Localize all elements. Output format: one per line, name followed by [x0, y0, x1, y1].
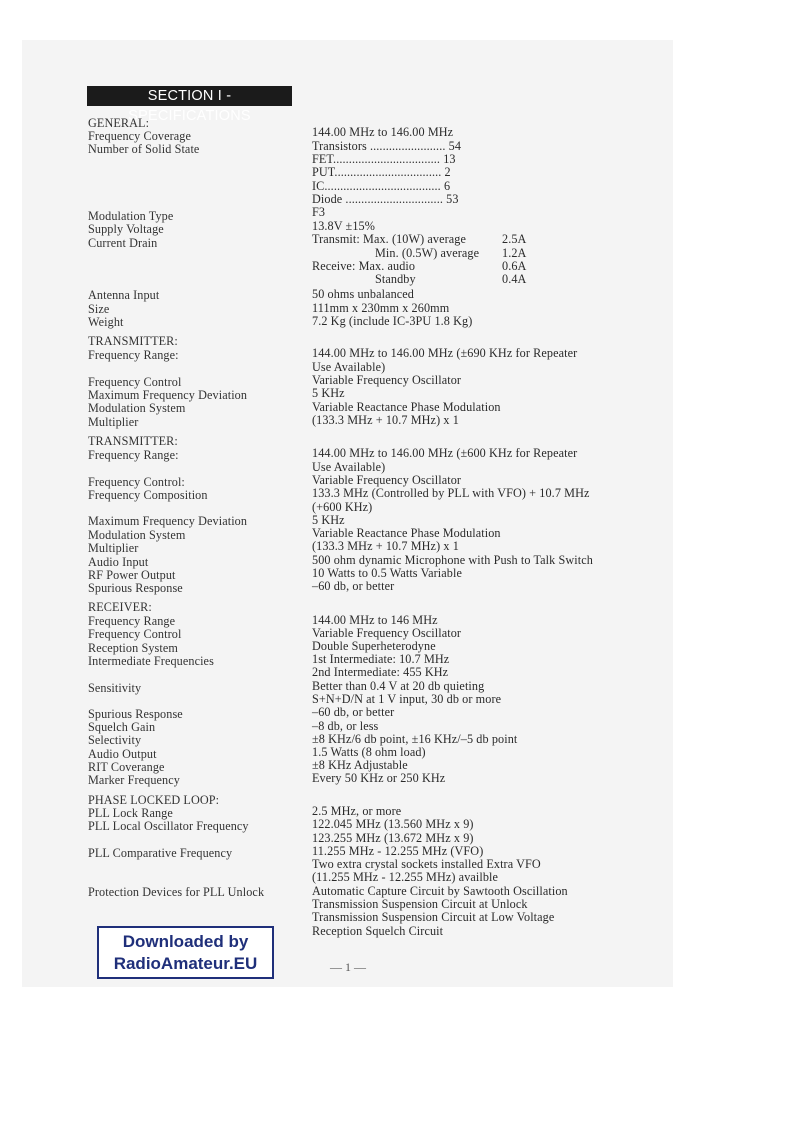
- spec-label: PLL Comparative Frequency: [88, 846, 233, 860]
- spec-label: Frequency Control: [88, 375, 182, 389]
- spec-label: TRANSMITTER:: [88, 334, 178, 348]
- spec-value: 1st Intermediate: 10.7 MHz: [312, 652, 450, 666]
- spec-label: GENERAL:: [88, 116, 150, 130]
- spec-label: Frequency Coverage: [88, 129, 191, 143]
- spec-value: F3: [312, 205, 326, 219]
- spec-value: 5 KHz: [312, 386, 345, 400]
- current-value: 2.5A: [502, 232, 527, 246]
- spec-label: Modulation System: [88, 528, 186, 542]
- spec-value: 50 ohms unbalanced: [312, 287, 414, 301]
- spec-label: Spurious Response: [88, 581, 183, 595]
- spec-label: Frequency Range:: [88, 348, 179, 362]
- spec-label: Frequency Control: [88, 627, 182, 641]
- spec-value: 144.00 MHz to 146.00 MHz (±690 KHz for Repeater: [312, 346, 578, 360]
- spec-label: Frequency Control:: [88, 475, 185, 489]
- spec-label: Modulation System: [88, 401, 186, 415]
- spec-value: Variable Frequency Oscillator: [312, 473, 462, 487]
- spec-value: Transmission Suspension Circuit at Low Voltage: [312, 910, 555, 924]
- current-value: 1.2A: [502, 246, 527, 260]
- spec-label: Maximum Frequency Deviation: [88, 514, 248, 528]
- spec-value: Variable Frequency Oscillator: [312, 626, 462, 640]
- current-value: 0.6A: [502, 259, 527, 273]
- spec-value: 500 ohm dynamic Microphone with Push to Talk Switch: [312, 553, 593, 567]
- spec-value: 133.3 MHz (Controlled by PLL with VFO) + 10.7 MHz: [312, 486, 590, 500]
- spec-value: 2nd Intermediate: 455 KHz: [312, 665, 449, 679]
- spec-value: 11.255 MHz - 12.255 MHz (VFO): [312, 844, 484, 858]
- spec-value: 7.2 Kg (include IC-3PU 1.8 Kg): [312, 314, 473, 328]
- watermark-line-2: RadioAmateur.EU: [113, 954, 258, 973]
- spec-value: –60 db, or better: [312, 579, 395, 593]
- spec-value: Double Superheterodyne: [312, 639, 436, 653]
- spec-value: (+600 KHz): [312, 500, 373, 514]
- spec-value: Variable Reactance Phase Modulation: [312, 400, 501, 414]
- watermark-line-1: Downloaded by: [122, 932, 249, 951]
- spec-label: Current Drain: [88, 236, 158, 250]
- current-value: 0.4A: [502, 272, 527, 286]
- spec-value: 144.00 MHz to 146 MHz: [312, 613, 438, 627]
- spec-value: Reception Squelch Circuit: [312, 924, 444, 938]
- spec-value: 5 KHz: [312, 513, 345, 527]
- spec-label: Protection Devices for PLL Unlock: [88, 885, 265, 899]
- spec-label: Multiplier: [88, 541, 139, 555]
- spec-label: Weight: [88, 315, 124, 329]
- spec-value: 13.8V ±15%: [312, 219, 375, 233]
- spec-value: Receive: Max. audio: [312, 259, 416, 273]
- spec-label: Supply Voltage: [88, 222, 164, 236]
- spec-label: RECEIVER:: [88, 600, 152, 614]
- spec-value: –60 db, or better: [312, 705, 395, 719]
- spec-value: 122.045 MHz (13.560 MHz x 9): [312, 817, 474, 831]
- spec-label: Audio Output: [88, 747, 157, 761]
- spec-value: 2.5 MHz, or more: [312, 804, 402, 818]
- spec-label: Antenna Input: [88, 288, 160, 302]
- spec-label: PLL Lock Range: [88, 806, 173, 820]
- spec-value: Automatic Capture Circuit by Sawtooth Oscillation: [312, 884, 568, 898]
- page-number: — 1 —: [330, 960, 366, 974]
- download-watermark: [97, 926, 274, 979]
- section-header: SECTION I - SPECIFICATIONS: [87, 86, 292, 106]
- spec-value: S+N+D/N at 1 V input, 30 db or more: [312, 692, 502, 706]
- spec-value: Transmission Suspension Circuit at Unlock: [312, 897, 528, 911]
- spec-value: Use Available): [312, 460, 386, 474]
- spec-label: Modulation Type: [88, 209, 174, 223]
- spec-value: Variable Frequency Oscillator: [312, 373, 462, 387]
- spec-label: Size: [88, 302, 110, 316]
- spec-value: PUT.................................. 2: [312, 165, 451, 179]
- spec-value: FET.................................. 13: [312, 152, 456, 166]
- spec-label: Reception System: [88, 641, 178, 655]
- spec-value: 144.00 MHz to 146.00 MHz: [312, 125, 454, 139]
- spec-label: Multiplier: [88, 415, 139, 429]
- spec-value: 123.255 MHz (13.672 MHz x 9): [312, 831, 474, 845]
- spec-value: (11.255 MHz - 12.255 MHz) availble: [312, 870, 499, 884]
- spec-value: –8 db, or less: [312, 719, 379, 733]
- spec-label: Marker Frequency: [88, 773, 180, 787]
- spec-label: Selectivity: [88, 733, 142, 747]
- spec-value: 10 Watts to 0.5 Watts Variable: [312, 566, 462, 580]
- spec-value: IC..................................... 6: [312, 179, 451, 193]
- spec-value: (133.3 MHz + 10.7 MHz) x 1: [312, 413, 459, 427]
- spec-label: Intermediate Frequencies: [88, 654, 214, 668]
- spec-label: Spurious Response: [88, 707, 183, 721]
- spec-value: Standby: [375, 272, 416, 286]
- spec-label: Frequency Range: [88, 614, 176, 628]
- spec-value: 1.5 Watts (8 ohm load): [312, 745, 426, 759]
- spec-value: Transmit: Max. (10W) average: [312, 232, 466, 246]
- spec-label: Sensitivity: [88, 681, 142, 695]
- spec-label: Maximum Frequency Deviation: [88, 388, 248, 402]
- spec-value: Min. (0.5W) average: [375, 246, 480, 260]
- spec-value: (133.3 MHz + 10.7 MHz) x 1: [312, 539, 459, 553]
- spec-label: PLL Local Oscillator Frequency: [88, 819, 249, 833]
- spec-value: Better than 0.4 V at 20 db quieting: [312, 679, 485, 693]
- spec-label: TRANSMITTER:: [88, 434, 178, 448]
- spec-value: Variable Reactance Phase Modulation: [312, 526, 501, 540]
- spec-label: Frequency Composition: [88, 488, 208, 502]
- spec-value: 144.00 MHz to 146.00 MHz (±600 KHz for Repeater: [312, 446, 578, 460]
- spec-label: Squelch Gain: [88, 720, 156, 734]
- spec-label: RF Power Output: [88, 568, 176, 582]
- spec-label: RIT Coverange: [88, 760, 165, 774]
- spec-label: PHASE LOCKED LOOP:: [88, 793, 220, 807]
- spec-value: 111mm x 230mm x 260mm: [312, 301, 450, 315]
- spec-value: Diode ............................... 53: [312, 192, 459, 206]
- spec-label: Number of Solid State: [88, 142, 200, 156]
- spec-value: Use Available): [312, 360, 386, 374]
- spec-value: ±8 KHz Adjustable: [312, 758, 408, 772]
- spec-value: Two extra crystal sockets installed Extra VFO: [312, 857, 541, 871]
- spec-value: Every 50 KHz or 250 KHz: [312, 771, 446, 785]
- spec-value: Transistors ........................ 54: [312, 139, 462, 153]
- spec-value: ±8 KHz/6 db point, ±16 KHz/–5 db point: [312, 732, 518, 746]
- spec-label: Frequency Range:: [88, 448, 179, 462]
- spec-label: Audio Input: [88, 555, 149, 569]
